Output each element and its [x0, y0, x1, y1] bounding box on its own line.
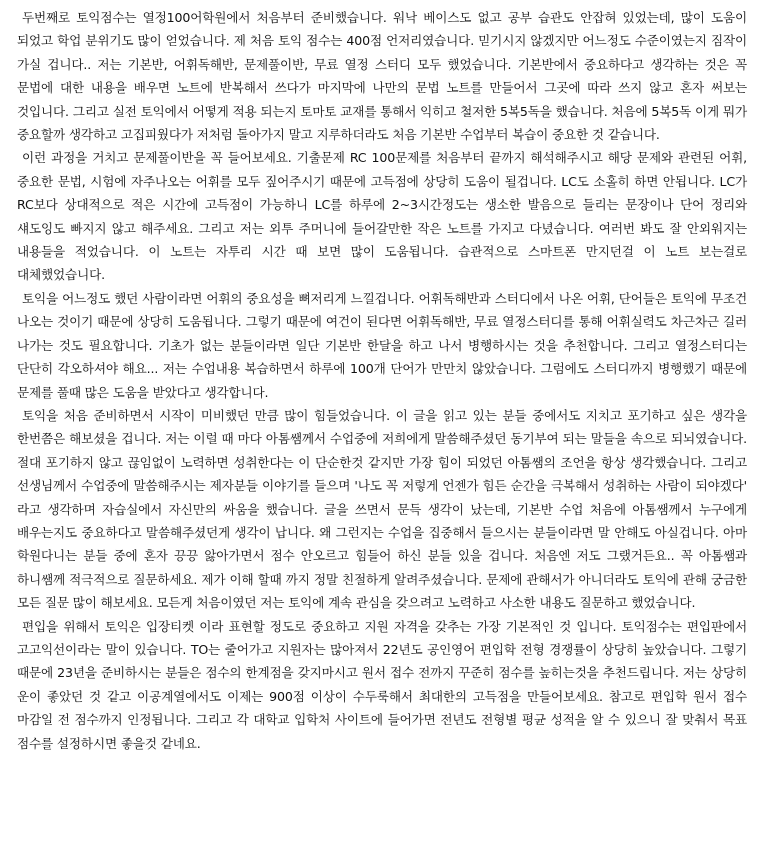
paragraph-transfer-admission: 편입을 위해서 토익은 입장티켓 이라 표현할 정도로 중요하고 지원 자격을 갖추는 가장 기본적인 것 입니다. 토익점수는 편입판에서 고고익선이라는 말이 있습니다. TO는 줄어가고 지원자는 많아져서 22년도 공인영어 편입학 전형 경쟁률이 상당히 높았습니다. 그렇기 때문에 23년을 준비하시는 분들은 점수의 한계점을 갖지마시고 원서 접수 전까지 꾸준히 점수를 높히는것을 추천드립니다. 저는 상당히 운이 좋았던 것 같고 이공계열에서도 이제는 900점 이상이 수두룩해서 최대한의 고득점을 만들어보세요. 참고로 편입학 원서 접수 마감일 전 점수까지 인정됩니다. 그리고 각 대학교 입학처 사이트에 들어가면 전년도 전형별 평균 성적을 알 수 있으니 잘 맞춰서 목표 점수를 설정하시면 좋을것 같네요. [17, 618, 747, 751]
paragraph-problem-solving-class: 이런 과정을 거치고 문제풀이반을 꼭 들어보세요. 기출문제 RC 100문제를 처음부터 끝까지 해석해주시고 해당 문제와 관련된 어휘, 중요한 문법, 시험에 자주나오는 어휘를 모두 짚어주시기 때문에 고득점에 상당히 도움이 될겁니다. LC도 소홀히 하면 안됩니다. LC가 RC보다 상대적으로 적은 시간에 고득점이 가능하니 LC를 하루에 2~3시간정도는 생소한 발음으로 들리는 문장이나 단어 정리와 섀도잉도 빠지지 않고 해주세요. 그리고 저는 외투 주머니에 들어갈만한 작은 노트를 가지고 다녔습니다. 여러번 봐도 잘 안외워지는 내용들을 적었습니다. 이 노트는 자투리 시간 때 보면 많이 도움됩니다. 습관적으로 스마트폰 만지던걸 이 노트 보는걸로 대체했었습니다. [17, 150, 747, 283]
paragraph-motivation: 토익을 처음 준비하면서 시작이 미비했던 만큼 많이 힘들었습니다. 이 글을 읽고 있는 분들 중에서도 지치고 포기하고 싶은 생각을 한번쯤은 해보셨을 겁니다. 저는 이럴 때 마다 아톰쌤께서 수업중에 저희에게 말씀해주셨던 동기부여 되는 말들을 속으로 되뇌였습니다. 절대 포기하지 않고 끊임없이 노력하면 성취한다는 이 단순한것 같지만 가장 힘이 되었던 아톰쌤의 조언을 항상 생각했습니다. 그리고 선생님께서 수업중에 말씀해주시는 제자분들 이야기를 들으며 '나도 꼭 저렇게 언젠가 힘든 순간을 극복해서 성취하는 사람이 되야겠다' 라고 생각하며 자습실에서 자신만의 싸움을 했습니다. 글을 쓰면서 문득 생각이 났는데, 기본반 수업 처음에 아톰쌤께서 누구에게 배우는지도 중요하다고 말씀해주셨던게 생각이 납니다. 왜 그런지는 수업을 집중해서 들으시는 분들이라면 말 안해도 아실겁니다. 아마 학원다니는 분들 중에 혼자 끙끙 앓아가면서 점수 안오르고 힘들어 하신 분들 있을 겁니다. 처음엔 저도 그랬거든요.. 꼭 아톰쌤과 하니쌤께 적극적으로 질문하세요. 제가 이해 할때 까지 정말 친절하게 알려주셨습니다. 문제에 관해서가 아니더라도 토익에 관해 궁금한 모든 질문 많이 해보세요. 모든게 처음이였던 저는 토익에 계속 관심을 갖으려고 노력하고 사소한 내용도 질문하고 했었습니다. [17, 407, 747, 611]
paragraph-vocabulary: 토익을 어느정도 했던 사람이라면 어휘의 중요성을 뼈저리게 느낄겁니다. 어휘독해반과 스터디에서 나온 어휘, 단어들은 토익에 무조건 나오는 것이기 때문에 상당히 도움됩니다. 그렇기 때문에 여건이 된다면 어휘독해반, 무료 열정스터디를 통해 어휘실력도 차근차근 길러 나가는 것도 필요합니다. 기초가 없는 분들이라면 일단 기본반 한달을 하고 나서 병행하시는 것을 추천합니다. 그리고 열정스터디는 단단히 각오하셔야 해요... 저는 수업내용 복습하면서 하루에 100개 단어가 만만치 않았습니다. 그럼에도 스터디까지 병행했기 때문에 문제를 풀때 많은 도움을 받았다고 생각합니다. [17, 290, 747, 400]
paragraph-toeic-intro: 두번째로 토익점수는 열정100어학원에서 처음부터 준비했습니다. 워낙 베이스도 없고 공부 습관도 안잡혀 있었는데, 많이 도움이 되었고 학업 분위기도 많이 얻었습니다. 제 처음 토익 점수는 400점 언저리였습니다. 믿기시지 않겠지만 어느정도 수준이였는지 짐작이 가실 겁니다.. 저는 기본반, 어휘독해반, 문제풀이반, 무료 열정 스터디 모두 했었습니다. 기본반에서 중요하다고 생각하는 것은 꼭 문법에 대한 내용을 배우면 노트에 반복해서 쓰다가 마지막에 나만의 문법 노트를 만들어서 그곳에 따라 쓰지 않고 혼자 써보는 것입니다. 그리고 실전 토익에서 어떻게 적용 되는지 토마토 교재를 통해서 익히고 철저한 5복5독을 했습니다. 처음에 5복5독 이게 뭐가 중요할까 생각하고 고집피웠다가 저처럼 돌아가지 말고 지루하더라도 처음 기본반 수업부터 복습이 중요한 것 같습니다. [17, 10, 747, 143]
